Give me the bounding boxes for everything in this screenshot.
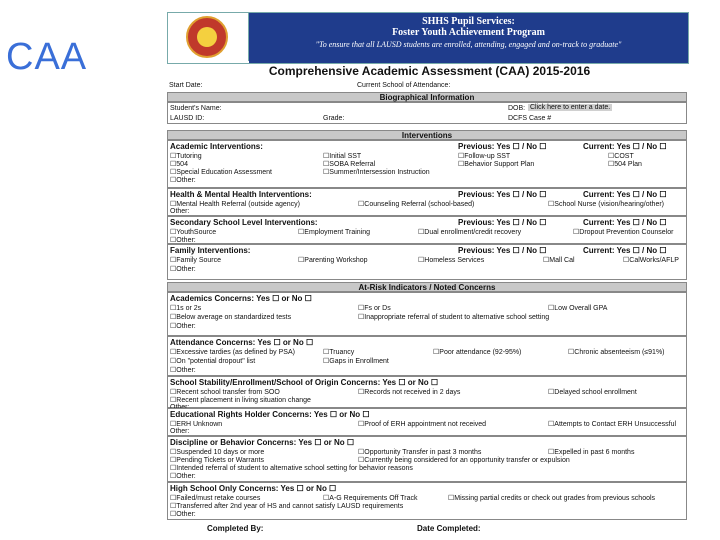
health-previous: Previous: Yes ☐ / No ☐ <box>458 190 547 199</box>
checkbox-item[interactable]: ☐ Special Education Assessment <box>170 168 272 176</box>
stability-title: School Stability/Enrollment/School of Origin Concerns: Yes ☐ or No ☐ <box>170 378 439 387</box>
seal-icon <box>186 16 228 58</box>
checkbox-item[interactable]: ☐ Other: <box>170 366 196 374</box>
attendance-title: Attendance Concerns: Yes ☐ or No ☐ <box>170 338 314 347</box>
checkbox-item[interactable]: ☐ Delayed school enrollment <box>548 388 637 396</box>
family-current: Current: Yes ☐ / No ☐ <box>583 246 667 255</box>
checkbox-item[interactable]: ☐ Employment Training <box>298 228 370 236</box>
start-date-label: Start Date: <box>169 82 203 89</box>
health-interventions <box>167 188 687 216</box>
checkbox-item[interactable]: ☐ Opportunity Transfer in past 3 months <box>358 448 481 456</box>
checkbox-item[interactable]: ☐ 1s or 2s <box>170 304 201 312</box>
checkbox-item[interactable]: ☐ Expelled in past 6 months <box>548 448 634 456</box>
dcfs-label: DCFS Case # <box>508 115 552 122</box>
checkbox-item[interactable]: ☐ Initial SST <box>323 152 361 160</box>
health-title: Health & Mental Health Interventions: <box>170 190 312 199</box>
checkbox-item[interactable]: ☐ Homeless Services <box>418 256 484 264</box>
grade-label: Grade: <box>323 115 345 122</box>
lausd-id-label: LAUSD ID: <box>170 115 205 122</box>
student-name-label: Student's Name: <box>170 105 222 112</box>
checkbox-item[interactable]: ☐ Fs or Ds <box>358 304 391 312</box>
checkbox-item[interactable]: ☐ Mall Cal <box>543 256 575 264</box>
academic-previous: Previous: Yes ☐ / No ☐ <box>458 142 547 151</box>
checkbox-item[interactable]: ☐ Chronic absenteeism (≤91%) <box>568 348 665 356</box>
checkbox-item[interactable]: ☐ Intended referral of student to alternative school setting for behavior reasons <box>170 464 413 472</box>
checkbox-item[interactable]: ☐ Recent placement in living situation change <box>170 396 311 404</box>
checkbox-item[interactable]: ☐ Follow-up SST <box>458 152 510 160</box>
academic-interventions <box>167 140 687 188</box>
district-seal <box>168 13 249 61</box>
academics-concerns <box>167 292 687 336</box>
checkbox-item[interactable]: ☐ Proof of ERH appointment not received <box>358 420 486 428</box>
checkbox-item[interactable]: ☐ Suspended 10 days or more <box>170 448 264 456</box>
interventions-header: Interventions <box>167 130 687 140</box>
checkbox-item[interactable]: ☐ Other: <box>170 265 196 273</box>
checkbox-item[interactable]: ☐ Parenting Workshop <box>298 256 368 264</box>
checkbox-item[interactable]: ☐ YouthSource <box>170 228 216 236</box>
dob-input[interactable]: Click here to enter a date. <box>530 104 611 111</box>
checkbox-item[interactable]: Other: <box>170 404 190 411</box>
health-current: Current: Yes ☐ / No ☐ <box>583 190 667 199</box>
banner-line2: Foster Youth Achievement Program <box>392 27 545 38</box>
checkbox-item[interactable]: ☐ Inappropriate referral of student to alternative school setting <box>358 313 549 321</box>
secondary-current: Current: Yes ☐ / No ☐ <box>583 218 667 227</box>
program-banner <box>167 12 689 64</box>
date-completed-label: Date Completed: <box>417 524 481 533</box>
checkbox-item[interactable]: ☐ On "potential dropout" list <box>170 357 255 365</box>
banner-text <box>249 13 688 63</box>
bio-header: Biographical Information <box>167 92 687 102</box>
highschool-title: High School Only Concerns: Yes ☐ or No ☐ <box>170 484 337 493</box>
checkbox-item[interactable]: ☐ Low Overall GPA <box>548 304 607 312</box>
checkbox-item[interactable]: ☐ SOBA Referral <box>323 160 375 168</box>
discipline-concerns <box>167 436 687 482</box>
checkbox-item[interactable]: ☐ Failed/must retake courses <box>170 494 260 502</box>
secondary-previous: Previous: Yes ☐ / No ☐ <box>458 218 547 227</box>
checkbox-item[interactable]: ☐ Family Source <box>170 256 221 264</box>
checkbox-item[interactable]: ☐ Gaps in Enrollment <box>323 357 389 365</box>
checkbox-item[interactable]: ☐ COST <box>608 152 634 160</box>
checkbox-item[interactable]: ☐ 504 Plan <box>608 160 642 168</box>
academics-title: Academics Concerns: Yes ☐ or No ☐ <box>170 294 312 303</box>
academic-current: Current: Yes ☐ / No ☐ <box>583 142 667 151</box>
checkbox-item[interactable]: ☐ A-G Requirements Off Track <box>323 494 417 502</box>
checkbox-item[interactable]: ☐ Currently being considered for an opportunity transfer or expulsion <box>358 456 570 464</box>
checkbox-item[interactable]: ☐ Recent school transfer from SOO <box>170 388 280 396</box>
banner-motto: "To ensure that all LAUSD students are enrolled, attending, engaged and on-track to graduate" <box>315 40 622 49</box>
checkbox-item[interactable]: ☐ Records not received in 2 days <box>358 388 460 396</box>
family-previous: Previous: Yes ☐ / No ☐ <box>458 246 547 255</box>
checkbox-item[interactable]: Other: <box>170 428 190 435</box>
checkbox-item[interactable]: ☐ Counseling Referral (school-based) <box>358 200 474 208</box>
banner-line1: SHHS Pupil Services: <box>422 16 515 27</box>
checkbox-item[interactable]: ☐ ERH Unknown <box>170 420 222 428</box>
completed-by-label: Completed By: <box>207 524 264 533</box>
erh-concerns <box>167 408 687 436</box>
slide-title: CAA <box>6 36 88 78</box>
checkbox-item[interactable]: ☐ Other: <box>170 176 196 184</box>
atrisk-header: At-Risk Indicators / Noted Concerns <box>167 282 687 292</box>
secondary-title: Secondary School Level Interventions: <box>170 218 318 227</box>
attendance-concerns <box>167 336 687 376</box>
checkbox-item[interactable]: ☐ Other: <box>170 236 196 244</box>
checkbox-item[interactable]: ☐ Behavior Support Plan <box>458 160 534 168</box>
checkbox-item[interactable]: ☐ Pending Tickets or Warrants <box>170 456 264 464</box>
secondary-interventions <box>167 216 687 244</box>
highschool-concerns <box>167 482 687 520</box>
checkbox-item[interactable]: ☐ Excessive tardies (as defined by PSA) <box>170 348 295 356</box>
discipline-title: Discipline or Behavior Concerns: Yes ☐ or No ☐ <box>170 438 355 447</box>
checkbox-item[interactable]: ☐ Summer/Intersession Instruction <box>323 168 430 176</box>
family-interventions <box>167 244 687 280</box>
checkbox-item[interactable]: ☐ Truancy <box>323 348 354 356</box>
checkbox-item[interactable]: Other: <box>170 208 190 215</box>
checkbox-item[interactable]: ☐ Transferred after 2nd year of HS and cannot satisfy LAUSD requirements <box>170 502 403 510</box>
academic-title: Academic Interventions: <box>170 142 263 151</box>
checkbox-item[interactable]: ☐ Dropout Prevention Counselor <box>573 228 673 236</box>
checkbox-item[interactable]: ☐ Other: <box>170 322 196 330</box>
checkbox-item[interactable]: ☐ Other: <box>170 510 196 518</box>
checkbox-item[interactable]: ☐ Missing partial credits or check out grades from previous schools <box>448 494 655 502</box>
dob-label: DOB: <box>508 105 526 112</box>
checkbox-item[interactable]: ☐ Below average on standardized tests <box>170 313 291 321</box>
caa-form-document <box>157 12 702 536</box>
bio-box <box>167 102 687 124</box>
checkbox-item[interactable]: ☐ Mental Health Referral (outside agency) <box>170 200 300 208</box>
checkbox-item[interactable]: ☐ CalWorks/AFLP <box>623 256 679 264</box>
erh-title: Educational Rights Holder Concerns: Yes ☐ or No ☐ <box>170 410 370 419</box>
checkbox-item[interactable]: ☐ 504 <box>170 160 188 168</box>
checkbox-item[interactable]: ☐ Poor attendance (92-95%) <box>433 348 521 356</box>
stability-concerns <box>167 376 687 411</box>
checkbox-item[interactable]: ☐ Other: <box>170 472 196 480</box>
checkbox-item[interactable]: ☐ School Nurse (vision/hearing/other) <box>548 200 664 208</box>
checkbox-item[interactable]: ☐ Attempts to Contact ERH Unsuccessful <box>548 420 676 428</box>
form-title: Comprehensive Academic Assessment (CAA) 2015-2016 <box>268 64 591 78</box>
current-school-label: Current School of Attendance: <box>357 82 451 89</box>
checkbox-item[interactable]: ☐ Dual enrollment/credit recovery <box>418 228 521 236</box>
checkbox-item[interactable]: ☐ Tutoring <box>170 152 202 160</box>
family-title: Family Interventions: <box>170 246 251 255</box>
